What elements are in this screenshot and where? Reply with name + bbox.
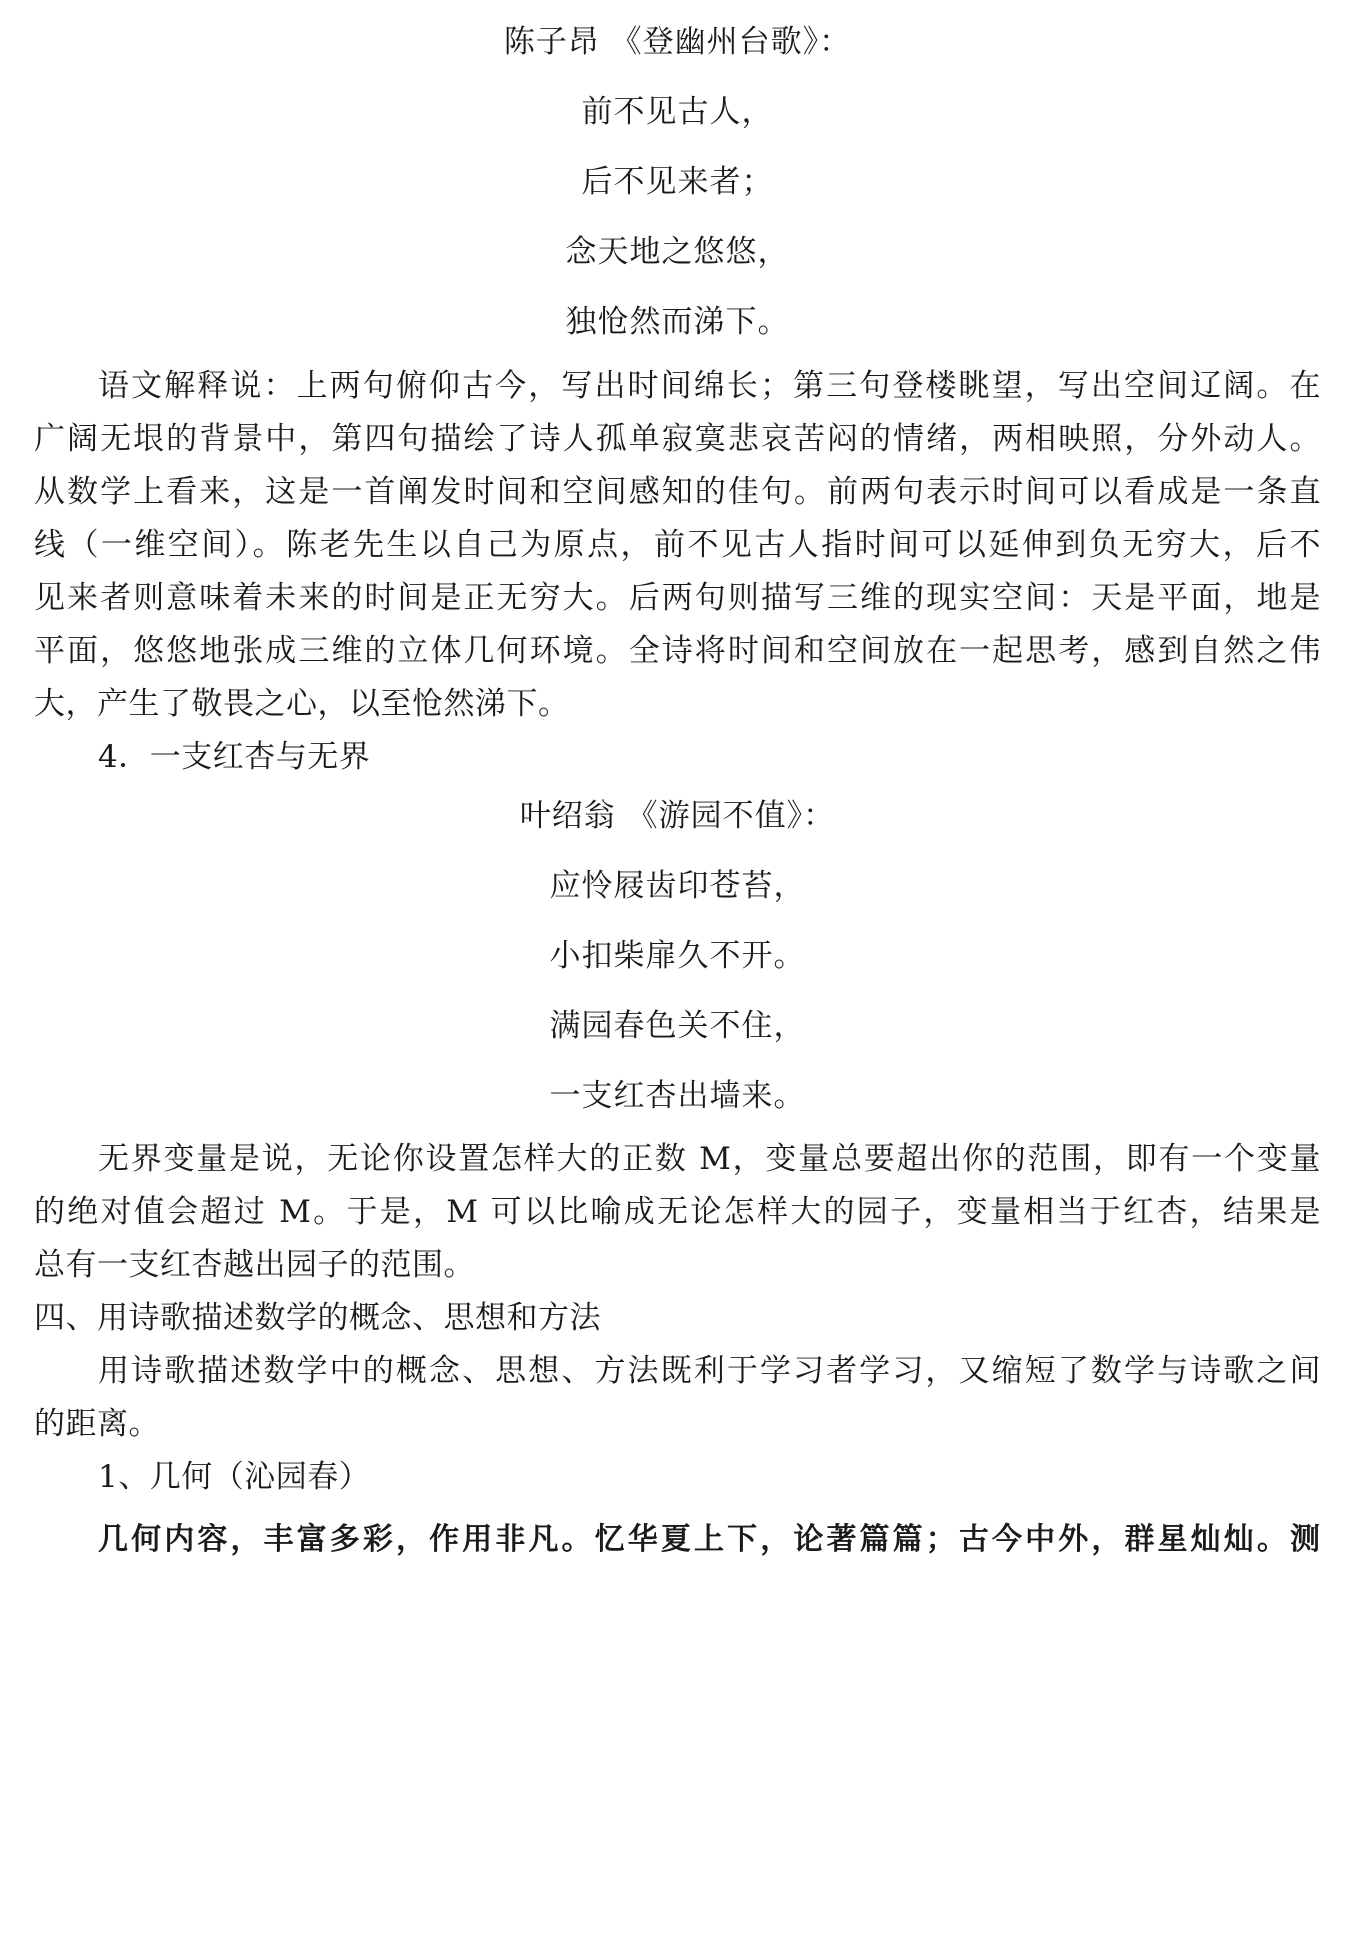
paragraph1-line-3: 从数学上看来，这是一首阐发时间和空间感知的佳句。前两句表示时间可以看成是一条直 <box>34 474 1321 510</box>
poem1-line-1: 前不见古人， <box>581 94 774 130</box>
poem1-title: 陈子昂 《登幽州台歌》： <box>503 24 852 60</box>
paragraph2-line-1: 无界变量是说，无论你设置怎样大的正数 M，变量总要超出你的范围，即有一个变量 <box>98 1141 1321 1177</box>
poem1-line-3: 念天地之悠悠， <box>565 234 790 270</box>
paragraph3-line-2: 的距离。 <box>34 1406 160 1442</box>
paragraph1-line-5: 见来者则意味着未来的时间是正无穷大。后两句则描写三维的现实空间：天是平面，地是 <box>34 580 1321 616</box>
section-heading: 4．一支红杏与无界 <box>98 739 371 775</box>
paragraph2-line-2: 的绝对值会超过 M。于是，M 可以比喻成无论怎样大的园子，变量相当于红杏，结果是 <box>34 1194 1322 1230</box>
paragraph1-line-7: 大，产生了敬畏之心，以至怆然涕下。 <box>34 686 570 722</box>
subsection-heading: 1、几何（沁园春） <box>98 1459 371 1495</box>
poem1-line-4: 独怆然而涕下。 <box>565 304 790 340</box>
paragraph1-line-6: 平面，悠悠地张成三维的立体几何环境。全诗将时间和空间放在一起思考，感到自然之伟 <box>34 633 1321 669</box>
paragraph1-line-2: 广阔无垠的背景中，第四句描绘了诗人孤单寂寞悲哀苦闷的情绪，两相映照，分外动人。 <box>34 421 1321 457</box>
poem2-title: 叶绍翁 《游园不值》： <box>519 798 836 834</box>
poem2-line-1: 应怜屐齿印苍苔， <box>549 868 806 904</box>
poem2-line-3: 满园春色关不住， <box>549 1008 806 1044</box>
paragraph3-line-1: 用诗歌描述数学中的概念、思想、方法既利于学习者学习，又缩短了数学与诗歌之间 <box>98 1353 1321 1389</box>
paragraph2-line-3: 总有一支红杏越出园子的范围。 <box>34 1247 475 1283</box>
poem3-first-line: 几何内容，丰富多彩，作用非凡。忆华夏上下，论著篇篇；古今中外，群星灿灿。测 <box>98 1522 1321 1557</box>
poem2-line-2: 小扣柴扉久不开。 <box>549 938 806 974</box>
paragraph1-line-1: 语文解释说：上两句俯仰古今，写出时间绵长；第三句登楼眺望，写出空间辽阔。在 <box>98 368 1321 404</box>
chapter-heading: 四、用诗歌描述数学的概念、思想和方法 <box>34 1300 601 1336</box>
poem1-line-2: 后不见来者； <box>581 164 774 200</box>
paragraph1-line-4: 线（一维空间）。陈老先生以自己为原点，前不见古人指时间可以延伸到负无穷大，后不 <box>34 527 1321 563</box>
poem2-line-4: 一支红杏出墙来。 <box>549 1078 806 1114</box>
